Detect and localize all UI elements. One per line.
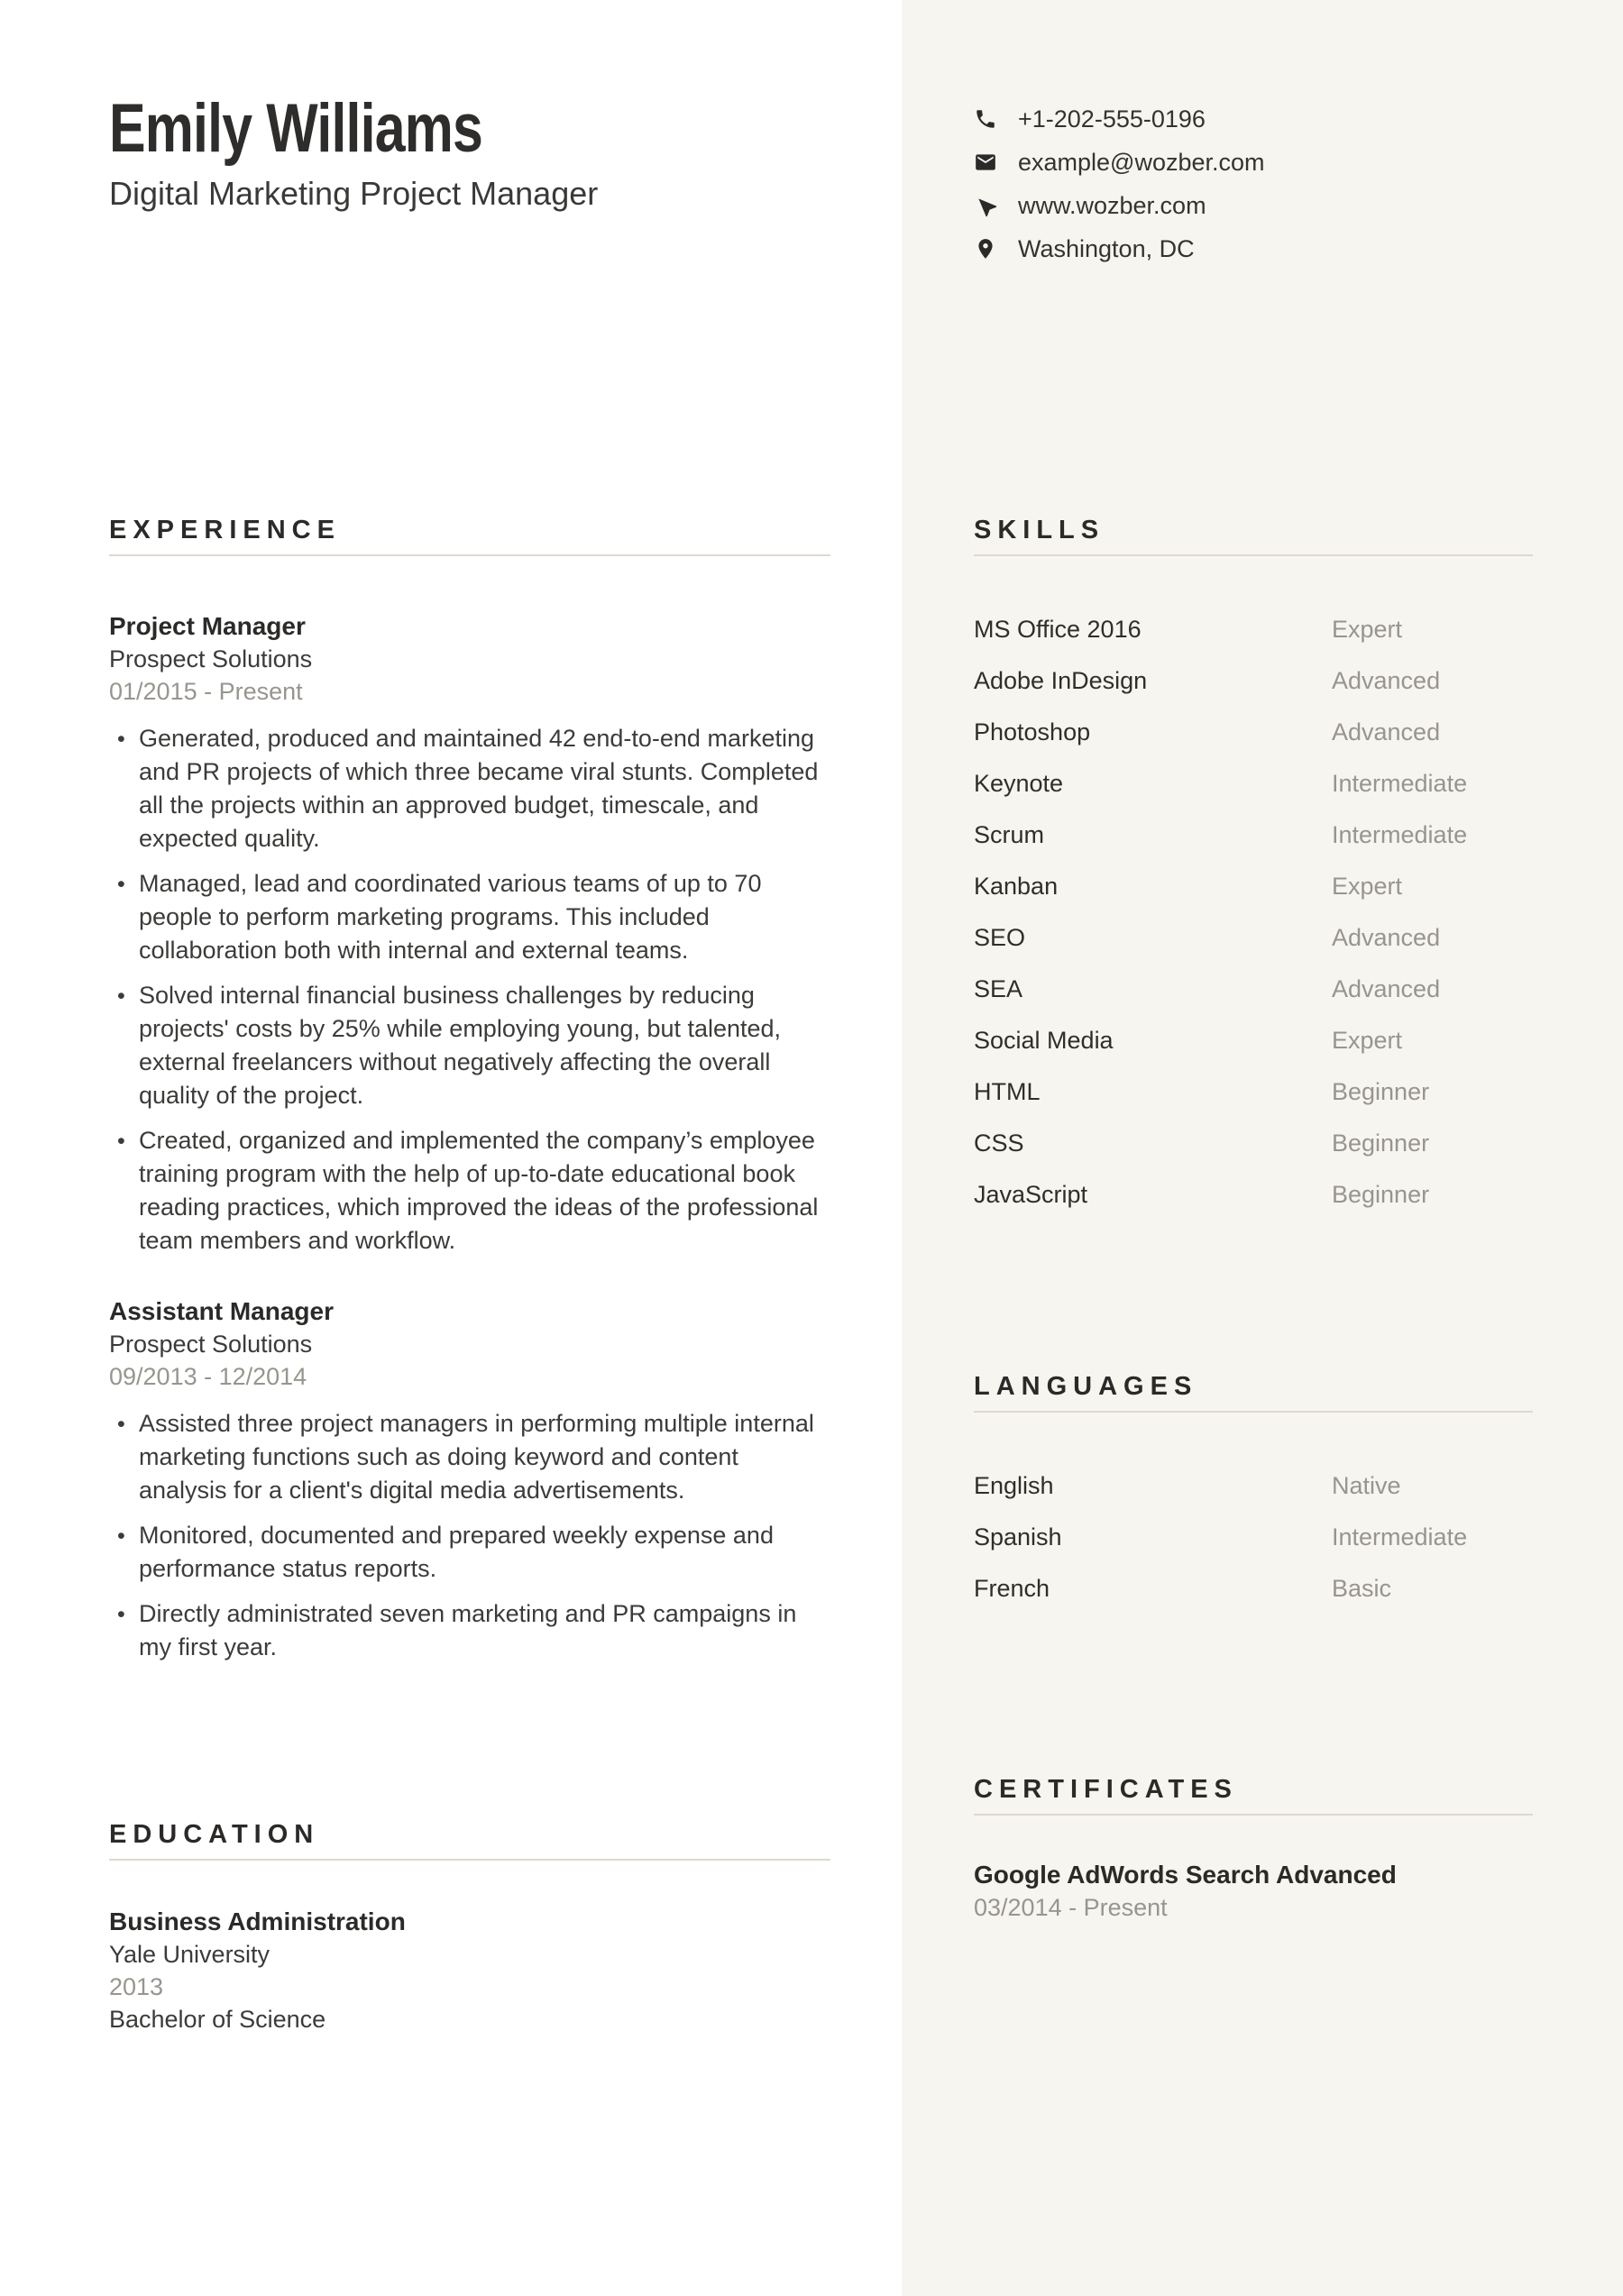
skill-level: Expert — [1332, 873, 1403, 900]
job-bullet: • Directly administrated seven marketing and PR campaigns in my first year. — [109, 1597, 830, 1664]
skill-name: SEO — [974, 924, 1026, 951]
skill-row — [974, 718, 1533, 745]
certificate-name: Google AdWords Search Advanced — [974, 1861, 1397, 1889]
job-bullet-list — [109, 1407, 830, 1664]
skill-row — [974, 873, 1533, 899]
contact-website-text: www.wozber.com — [1018, 191, 1206, 219]
skill-level: Advanced — [1332, 667, 1441, 694]
job-title: Assistant Manager — [109, 1297, 334, 1325]
skill-level: Intermediate — [1332, 770, 1468, 797]
skill-name: Keynote — [974, 770, 1064, 797]
section-divider — [109, 554, 830, 556]
section-divider — [109, 1859, 830, 1861]
education-school: Yale University — [109, 1941, 270, 1968]
language-level: Intermediate — [1332, 1523, 1468, 1550]
education-section — [109, 1819, 830, 2035]
language-name: French — [974, 1575, 1050, 1602]
skill-name: MS Office 2016 — [974, 616, 1142, 643]
section-divider — [974, 554, 1533, 556]
contact-phone-text: +1-202-555-0196 — [1018, 105, 1206, 133]
skill-level: Advanced — [1332, 975, 1441, 1002]
certificates-section — [974, 1774, 1533, 1924]
skill-row — [974, 1027, 1533, 1053]
skills-list — [974, 616, 1533, 1207]
contact-location — [974, 227, 1533, 270]
skill-level: Beginner — [1332, 1181, 1430, 1208]
job-entry-project-manager — [109, 610, 830, 1258]
skill-level: Beginner — [1332, 1078, 1430, 1105]
skill-name: Scrum — [974, 821, 1045, 848]
skill-name: CSS — [974, 1130, 1024, 1157]
education-level: Bachelor of Science — [109, 2006, 326, 2033]
skill-row — [974, 924, 1533, 950]
skill-level: Beginner — [1332, 1130, 1430, 1157]
skill-level: Advanced — [1332, 718, 1441, 746]
education-year: 2013 — [109, 1973, 164, 2000]
job-dates: 01/2015 - Present — [109, 678, 303, 705]
skill-level: Expert — [1332, 1027, 1403, 1054]
skill-row — [974, 770, 1533, 796]
email-icon — [974, 151, 997, 174]
skill-name: JavaScript — [974, 1181, 1088, 1208]
skills-section — [974, 515, 1533, 1207]
contact-email-text: example@wozber.com — [1018, 148, 1265, 176]
job-bullet: • Created, organized and implemented the company’s employee training program with the help of up-to-date educational book reading practices, which improved the ideas of the professional team members and workflow. — [109, 1124, 830, 1258]
skill-row — [974, 1181, 1533, 1207]
skill-row — [974, 616, 1533, 642]
education-entry — [109, 1906, 830, 2035]
certificate-entry — [974, 1859, 1533, 1924]
skill-level: Expert — [1332, 616, 1403, 643]
contact-list — [974, 0, 1533, 270]
languages-heading: LANGUAGES — [974, 1372, 1198, 1401]
skill-name: Photoshop — [974, 718, 1091, 746]
job-bullet: • Managed, lead and coordinated various teams of up to 70 people to perform marketing programs. This included collaboration both with internal and external teams. — [109, 867, 830, 967]
skills-heading: SKILLS — [974, 516, 1105, 544]
certificates-heading: CERTIFICATES — [974, 1775, 1238, 1804]
skill-name: Social Media — [974, 1027, 1114, 1054]
language-row — [974, 1575, 1533, 1601]
language-level: Basic — [1332, 1575, 1392, 1602]
job-bullet: • Assisted three project managers in performing multiple internal marketing functions such as doing keyword and content analysis for a client's digital media advertisements. — [109, 1407, 830, 1507]
education-degree: Business Administration — [109, 1907, 406, 1935]
experience-section — [109, 515, 830, 1664]
contact-location-text: Washington, DC — [1018, 234, 1195, 262]
section-divider — [974, 1411, 1533, 1413]
job-entry-assistant-manager — [109, 1295, 830, 1664]
contact-email — [974, 141, 1533, 184]
job-company: Prospect Solutions — [109, 1331, 313, 1358]
skill-row — [974, 821, 1533, 847]
language-row — [974, 1523, 1533, 1550]
job-dates: 09/2013 - 12/2014 — [109, 1363, 307, 1390]
right-column — [902, 0, 1623, 2296]
job-bullet: • Monitored, documented and prepared weekly expense and performance status reports. — [109, 1519, 830, 1586]
skill-name: Kanban — [974, 873, 1059, 900]
contact-website — [974, 184, 1533, 227]
skill-name: Adobe InDesign — [974, 667, 1148, 694]
person-name: Emily Williams — [109, 90, 483, 167]
contact-phone — [974, 97, 1533, 141]
language-level: Native — [1332, 1472, 1401, 1499]
skill-row — [974, 975, 1533, 1002]
job-bullet: • Generated, produced and maintained 42 end-to-end marketing and PR projects of which three became viral stunts. Completed all the projects within an approved budget, timescale, and expected quality. — [109, 722, 830, 855]
certificate-dates: 03/2014 - Present — [974, 1894, 1168, 1921]
skill-level: Advanced — [1332, 924, 1441, 951]
job-title: Project Manager — [109, 612, 306, 640]
location-pin-icon — [974, 237, 997, 261]
language-row — [974, 1472, 1533, 1498]
skill-level: Intermediate — [1332, 821, 1468, 848]
person-job-title: Digital Marketing Project Manager — [109, 175, 599, 212]
section-divider — [974, 1814, 1533, 1816]
skill-name: SEA — [974, 975, 1023, 1002]
language-name: English — [974, 1472, 1054, 1499]
languages-section — [974, 1371, 1533, 1601]
skill-row — [974, 1130, 1533, 1156]
job-company: Prospect Solutions — [109, 645, 313, 672]
education-heading: EDUCATION — [109, 1820, 320, 1849]
experience-heading: EXPERIENCE — [109, 516, 341, 544]
languages-list — [974, 1472, 1533, 1601]
language-name: Spanish — [974, 1523, 1062, 1550]
skill-row — [974, 1078, 1533, 1104]
skill-name: HTML — [974, 1078, 1041, 1105]
job-bullet-list — [109, 722, 830, 1258]
cursor-icon — [974, 194, 997, 217]
skill-row — [974, 667, 1533, 693]
phone-icon — [974, 107, 997, 131]
job-bullet: • Solved internal financial business challenges by reducing projects' costs by 25% while employing young, but talented, external freelancers without negatively affecting the overall quality of the project. — [109, 979, 830, 1112]
